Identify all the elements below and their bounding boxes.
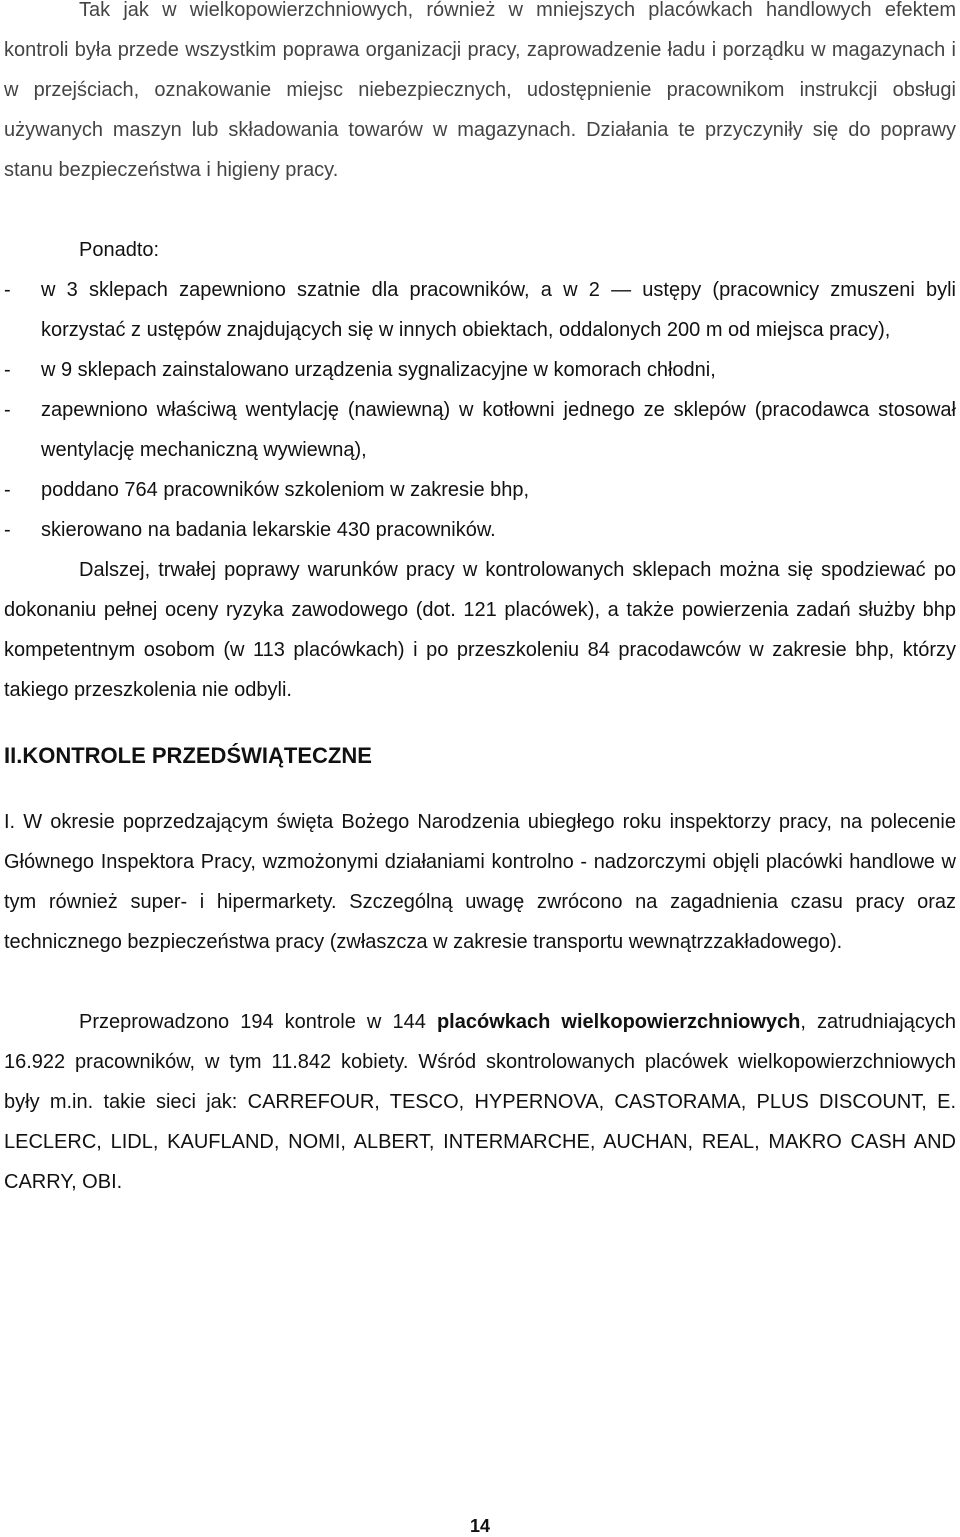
spacer xyxy=(4,962,956,1002)
list-dash: - xyxy=(4,359,11,381)
list-item xyxy=(4,390,956,470)
document-page xyxy=(4,0,956,1202)
paragraph-preholiday: I. W okresie poprzedzającym święta Bożego Narodzenia ubiegłego roku inspektorzy pracy, na polecenie Głównego Inspektora Pracy, wzmożonymi działaniami kontrolno - nadzorczymi objęli placówki handlowe w tym również super- i hipermarkety. Szczególną uwagę zwrócono na zagadnienia czasu pracy oraz technicznego bezpieczeństwa pracy (zwłaszcza w zakresie transportu wewnątrzzakładowego). xyxy=(4,811,956,953)
list-item xyxy=(4,270,956,350)
list-dash: - xyxy=(4,519,11,541)
list-item-text: w 9 sklepach zainstalowano urządzenia sygnalizacyjne w komorach chłodni, xyxy=(41,359,716,381)
spacer xyxy=(4,190,956,230)
paragraph-inspections xyxy=(4,1002,956,1202)
list-item xyxy=(4,470,956,510)
list-dash: - xyxy=(4,399,11,421)
list-item xyxy=(4,350,956,390)
list-dash: - xyxy=(4,279,11,301)
page-number: 14 xyxy=(469,1516,491,1536)
inspections-bold-text: placówkach wielkopowierzchniowych xyxy=(436,1011,801,1033)
list-item-text: skierowano na badania lekarskie 430 pracowników. xyxy=(41,519,496,541)
inspections-text-start: Przeprowadzono 194 kontrole w 144 xyxy=(79,1011,437,1033)
inspections-text-end: , zatrudniających 16.922 pracowników, w tym 11.842 kobiety. Wśród skontrolowanych placówek wielkopowierzchniowych były m.in. takie sieci jak: CARREFOUR, TESCO, HYPERNOVA, CASTORAMA, PLUS DISCOUNT, E. LECLERC, LIDL, KAUFLAND, NOMI, ALBERT, INTERMARCHE, AUCHAN, REAL, MAKRO CASH AND CARRY, OBI. xyxy=(4,1011,956,1193)
improvements-list xyxy=(4,270,956,550)
list-item xyxy=(4,510,956,550)
list-dash: - xyxy=(4,479,11,501)
list-item-text: w 3 sklepach zapewniono szatnie dla pracowników, a w 2 ― ustępy (pracownicy zmuszeni byli korzystać z ustępów znajdujących się w innych obiektach, oddalonych 200 m od miejsca pracy), xyxy=(41,279,956,341)
paragraph-intro: Tak jak w wielkopowierzchniowych, również w mniejszych placówkach handlowych efektem kontroli była przede wszystkim poprawa organizacji pracy, zaprowadzenie ładu i porządku w magazynach i w przejściach, oznakowanie miejsc niebezpiecznych, udostępnienie pracownikom instrukcji obsługi używanych maszyn lub składowania towarów w magazynach. Działania te przyczyniły się do poprawy stanu bezpieczeństwa i higieny pracy. xyxy=(4,0,956,181)
section-heading: II.KONTROLE PRZEDŚWIĄTECZNE xyxy=(4,743,372,768)
list-item-text: poddano 764 pracowników szkoleniom w zakresie bhp, xyxy=(41,479,530,501)
list-item-text: zapewniono właściwą wentylację (nawiewną) w kotłowni jednego ze sklepów (pracodawca stosował wentylację mechaniczną wywiewną), xyxy=(41,399,956,461)
ponadto-label: Ponadto: xyxy=(79,239,160,261)
paragraph-conclusion: Dalszej, trwałej poprawy warunków pracy w kontrolowanych sklepach można się spodziewać po dokonaniu pełnej oceny ryzyka zawodowego (dot. 121 placówek), a także powierzenia zadań służby bhp kompetentnym osobom (w 113 placówkach) i po przeszkoleniu 84 pracodawców w zakresie bhp, którzy takiego przeszkolenia nie odbyli. xyxy=(4,559,956,701)
